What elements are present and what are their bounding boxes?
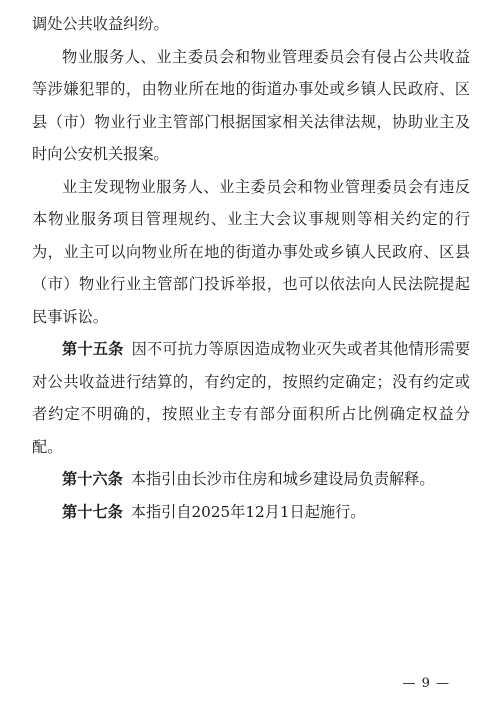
page-number: — 9 — — [402, 676, 450, 691]
paragraph-text: 物业服务人、业主委员会和物业管理委员会有侵占公共收益等涉嫌犯罪的，由物业所在地的街道办事处或乡镇人民政府、区县（市）物业行业主管部门根据国家相关法律法规，协助业主及时向公安机关报案。 — [32, 47, 470, 163]
article-text: 因不可抗力等原因造成物业灭失或者其他情形需要对公共收益进行结算的，有约定的，按照约定确定；没有约定或者约定不明确的，按照业主专有部分面积所占比例确定权益分配。 — [32, 340, 471, 456]
article-text: 本指引自2025年12月1日起施行。 — [130, 502, 366, 521]
paragraph-text: 调处公共收益纠纷。 — [32, 15, 169, 33]
paragraph-complaint — [32, 171, 470, 334]
paragraph-text: 业主发现物业服务人、业主委员会和物业管理委员会有违反本物业服务项目管理规约、业主大会议事规则等相关约定的行为，业主可以向物业所在地的街道办事处或乡镇人民政府、区县（市）物业行业主管部门投诉举报，也可以依法向人民法院提起民事诉讼。 — [32, 177, 470, 326]
article-heading: 第十七条 — [62, 502, 123, 521]
document-body — [32, 8, 470, 528]
article-16 — [32, 463, 470, 496]
article-15 — [32, 333, 470, 463]
paragraph-criminal-report — [32, 41, 470, 171]
paragraph-continuation — [32, 8, 470, 41]
article-heading: 第十六条 — [62, 470, 123, 488]
article-heading: 第十五条 — [62, 340, 124, 358]
article-text: 本指引由长沙市住房和城乡建设局负责解释。 — [130, 470, 435, 488]
article-17 — [32, 496, 470, 529]
